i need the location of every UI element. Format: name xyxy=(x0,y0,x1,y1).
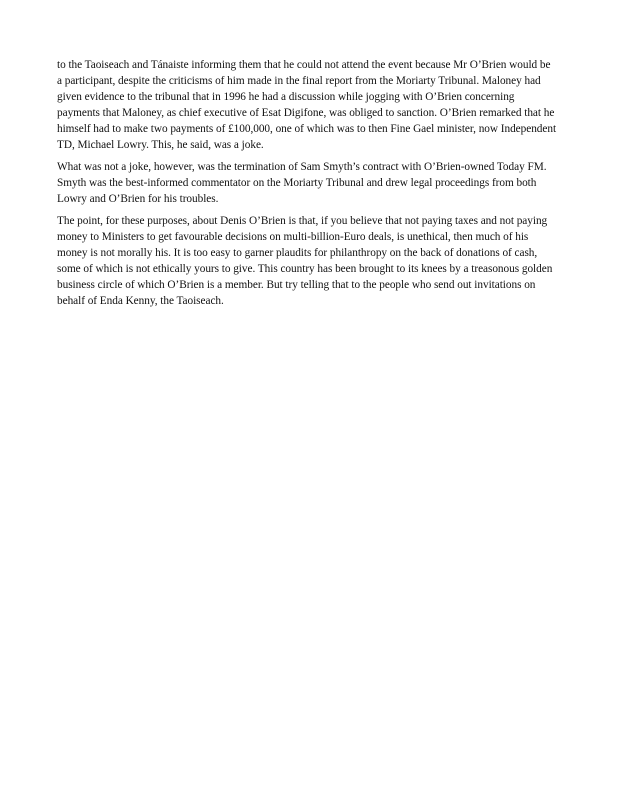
paragraph-1: to the Taoiseach and Tánaiste informing them that he could not attend the event because Mr O’Brien would be a participant, despite the criticisms of him made in the final report from the Moriarty Tribunal. Maloney had given evidence to the tribunal that in 1996 he had a discussion while jogging with O’Brien concerning payments that Maloney, as chief executive of Esat Digifone, was obliged to sanction. O’Brien remarked that he himself had to make two payments of £100,000, one of which was to then Fine Gael minister, now Independent TD, Michael Lowry. This, he said, was a joke. xyxy=(57,59,557,151)
paragraph-3: The point, for these purposes, about Denis O’Brien is that, if you believe that not paying taxes and not paying money to Ministers to get favourable decisions on multi-billion-Euro deals, is unethical, then much of his money is not morally his. It is too easy to garner plaudits for philanthropy on the back of donations of cash, some of which is not ethically yours to give. This country has been brought to its knees by a treasonous golden business circle of which O’Brien is a member. But try telling that to the people who send out invitations on behalf of Enda Kenny, the Taoiseach. xyxy=(57,215,553,307)
paragraph-2: What was not a joke, however, was the termination of Sam Smyth’s contract with O’Brien-owned Today FM. Smyth was the best-informed commentator on the Moriarty Tribunal and drew legal proceedings from both Lowry and O’Brien for his troubles. xyxy=(57,161,547,205)
document-body xyxy=(57,57,557,315)
